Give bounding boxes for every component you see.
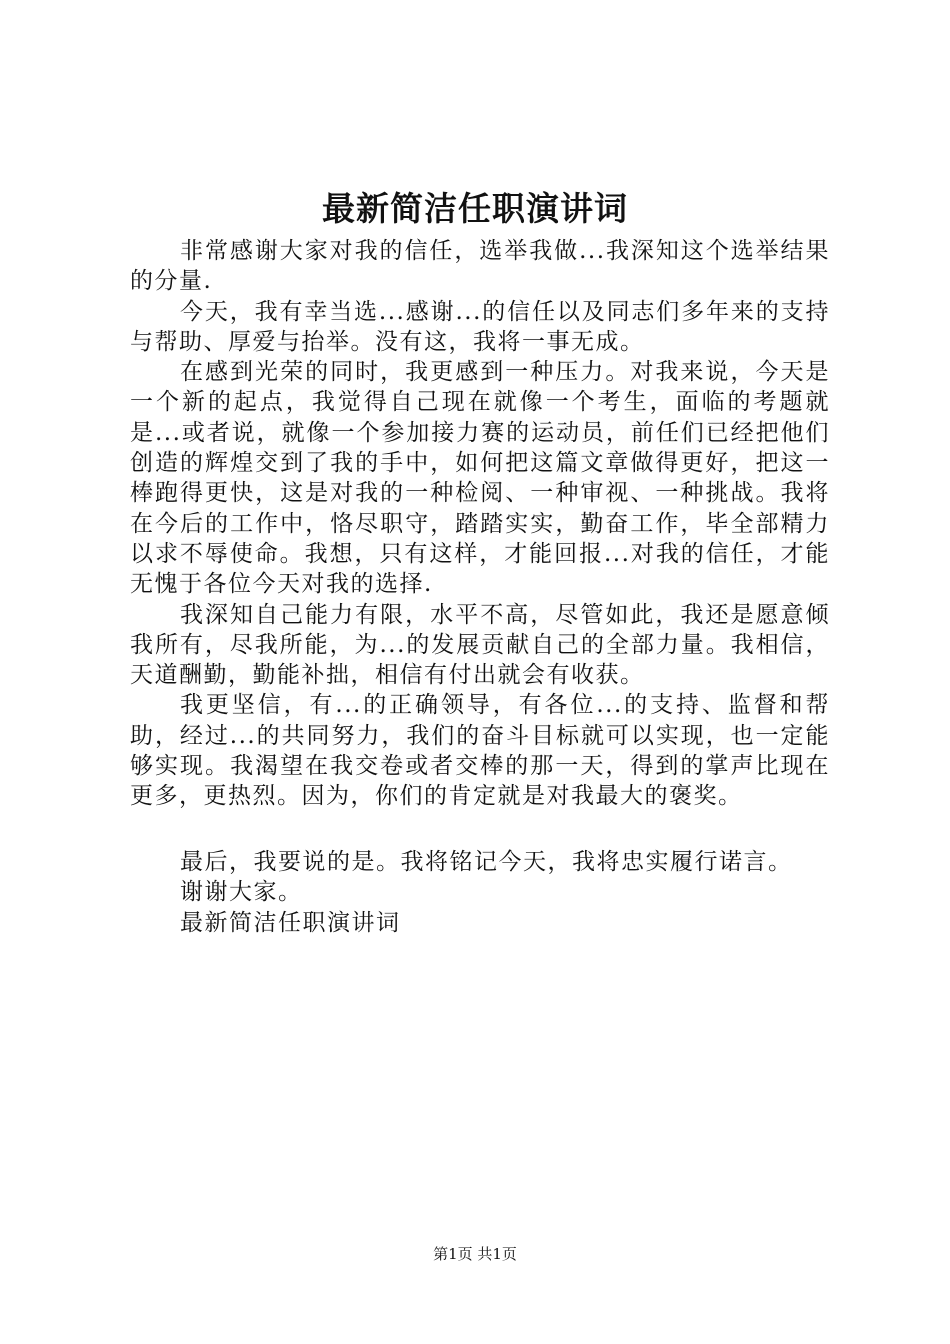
paragraph: 今天，我有幸当选...感谢...的信任以及同志们多年来的支持与帮助、厚爱与抬举。没有这，我将一事无成。 bbox=[130, 298, 830, 355]
paragraph: 我更坚信，有...的正确领导，有各位...的支持、监督和帮助，经过...的共同努力，我们的奋斗目标就可以实现，也一定能够实现。我渴望在我交卷或者交棒的那一天，得到的掌声比现在更多，更热烈。因为，你们的肯定就是对我最大的褒奖。 bbox=[130, 692, 830, 810]
paragraph: 非常感谢大家对我的信任，选举我做...我深知这个选举结果的分量. bbox=[130, 238, 830, 295]
closing-line: 谢谢大家。 bbox=[180, 879, 303, 906]
closing-section bbox=[180, 847, 880, 938]
page-footer: 第1页 共1页 bbox=[433, 1245, 517, 1263]
document-title: 最新简洁任职演讲词 bbox=[322, 189, 628, 228]
paragraph: 在感到光荣的同时，我更感到一种压力。对我来说，今天是一个新的起点，我觉得自己现在就像一个考生，面临的考题就是...或者说，就像一个参加接力赛的运动员，前任们已经把他们创造的辉煌交到了我的手中，如何把这篇文章做得更好，把这一棒跑得更快，这是对我的一种检阅、一种审视、一种挑战。我将在今后的工作中，恪尽职守，踏踏实实，勤奋工作，毕全部精力以求不辱使命。我想，只有这样，才能回报...对我的信任，才能无愧于各位今天对我的选择. bbox=[130, 359, 830, 598]
paragraph: 我深知自己能力有限，水平不高，尽管如此，我还是愿意倾我所有，尽我所能，为...的发展贡献自己的全部力量。我相信，天道酬勤，勤能补拙，相信有付出就会有收获。 bbox=[130, 601, 830, 689]
document-body bbox=[130, 236, 830, 812]
closing-line: 最新简洁任职演讲词 bbox=[180, 909, 401, 936]
closing-line: 最后，我要说的是。我将铭记今天，我将忠实履行诺言。 bbox=[180, 849, 793, 875]
